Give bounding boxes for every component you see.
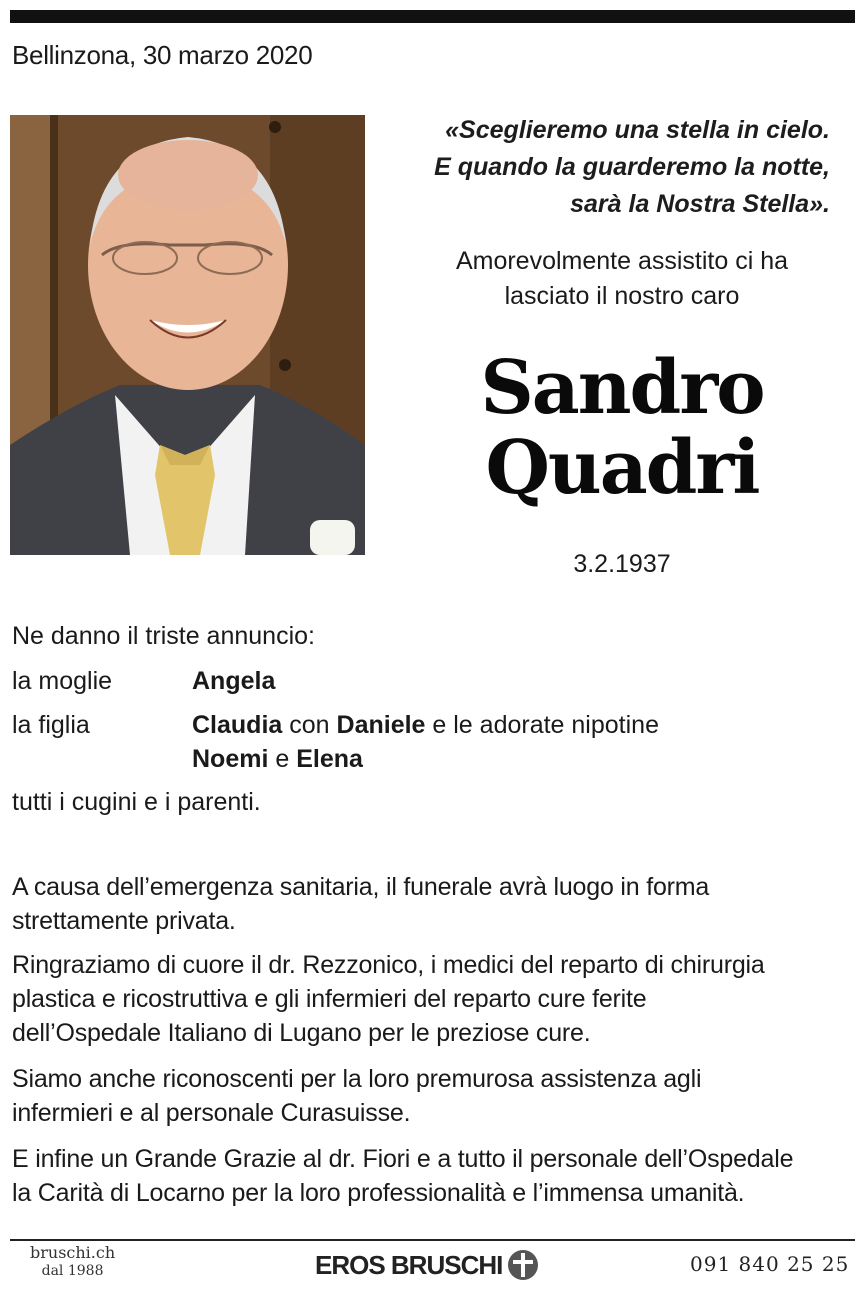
- daughter-name: Claudia: [192, 711, 283, 739]
- brand-logo: [315, 1244, 540, 1286]
- cross-circle-icon: [506, 1248, 540, 1282]
- footer-phone: 091 840 25 25: [690, 1252, 850, 1276]
- quote: [390, 112, 830, 223]
- conjunction: con: [289, 711, 330, 739]
- paragraph-line: dell’Ospedale Italiano di Lugano per le preziose cure.: [12, 1019, 591, 1047]
- top-rule: [10, 10, 855, 23]
- wife-name: Angela: [192, 667, 276, 695]
- quote-line: «Sceglieremo una stella in cielo.: [445, 116, 830, 144]
- first-name: Sandro: [480, 345, 764, 431]
- birth-date: 3.2.1937: [573, 550, 671, 578]
- brand-name: EROS BRUSCHI: [315, 1249, 503, 1280]
- daughter-label: la figlia: [12, 711, 90, 739]
- last-name: Quadri: [485, 425, 759, 511]
- conjunction: e: [275, 745, 290, 773]
- place-and-date: Bellinzona, 30 marzo 2020: [12, 40, 313, 70]
- portrait-photo: [10, 115, 365, 555]
- wife-label: la moglie: [12, 667, 113, 695]
- paragraph-line: A causa dell’emergenza sanitaria, il funerale avrà luogo in forma: [12, 873, 710, 901]
- paragraph-line: Siamo anche riconoscenti per la loro premurosa assistenza agli: [12, 1065, 702, 1093]
- intro-line: lasciato il nostro caro: [504, 282, 740, 310]
- paragraph-line: Ringraziamo di cuore il dr. Rezzonico, i medici del reparto di chirurgia: [12, 951, 765, 979]
- quote-line: E quando la guarderemo la notte,: [434, 153, 830, 181]
- website-text: bruschi.ch: [30, 1243, 116, 1262]
- quote-line: sarà la Nostra Stella».: [570, 190, 830, 218]
- paragraph-line: plastica e ricostruttiva e gli infermieri del reparto cure ferite: [12, 985, 647, 1013]
- paragraph-line: strettamente privata.: [12, 907, 236, 935]
- paragraph-line: infermieri e al personale Curasuisse.: [12, 1099, 411, 1127]
- daughter-line: [192, 711, 659, 740]
- thanks-paragraph-1: [12, 948, 857, 1050]
- thanks-paragraph-2: [12, 1062, 857, 1130]
- grandchild-name: Elena: [296, 745, 363, 773]
- announcement-heading: Ne danno il triste annuncio:: [12, 622, 315, 650]
- thanks-paragraph-3: [12, 1142, 857, 1210]
- footer-rule: [10, 1239, 855, 1241]
- grandchildren-text: e le adorate nipotine: [432, 711, 659, 739]
- funeral-paragraph: [12, 870, 857, 938]
- paragraph-line: la Carità di Locarno per la loro professionalità e l’immensa umanità.: [12, 1179, 745, 1207]
- footer-website: [30, 1244, 115, 1280]
- intro-line: Amorevolmente assistito ci ha: [455, 247, 789, 275]
- other-relatives: tutti i cugini e i parenti.: [12, 788, 261, 816]
- grandchildren-line: [192, 745, 363, 774]
- paragraph-line: E infine un Grande Grazie al dr. Fiori e a tutto il personale dell’Ospedale: [12, 1145, 794, 1173]
- partner-name: Daniele: [336, 711, 426, 739]
- intro-text: [392, 244, 852, 314]
- since-text: dal 1988: [41, 1263, 104, 1279]
- deceased-name: [392, 345, 852, 511]
- grandchild-name: Noemi: [192, 745, 269, 773]
